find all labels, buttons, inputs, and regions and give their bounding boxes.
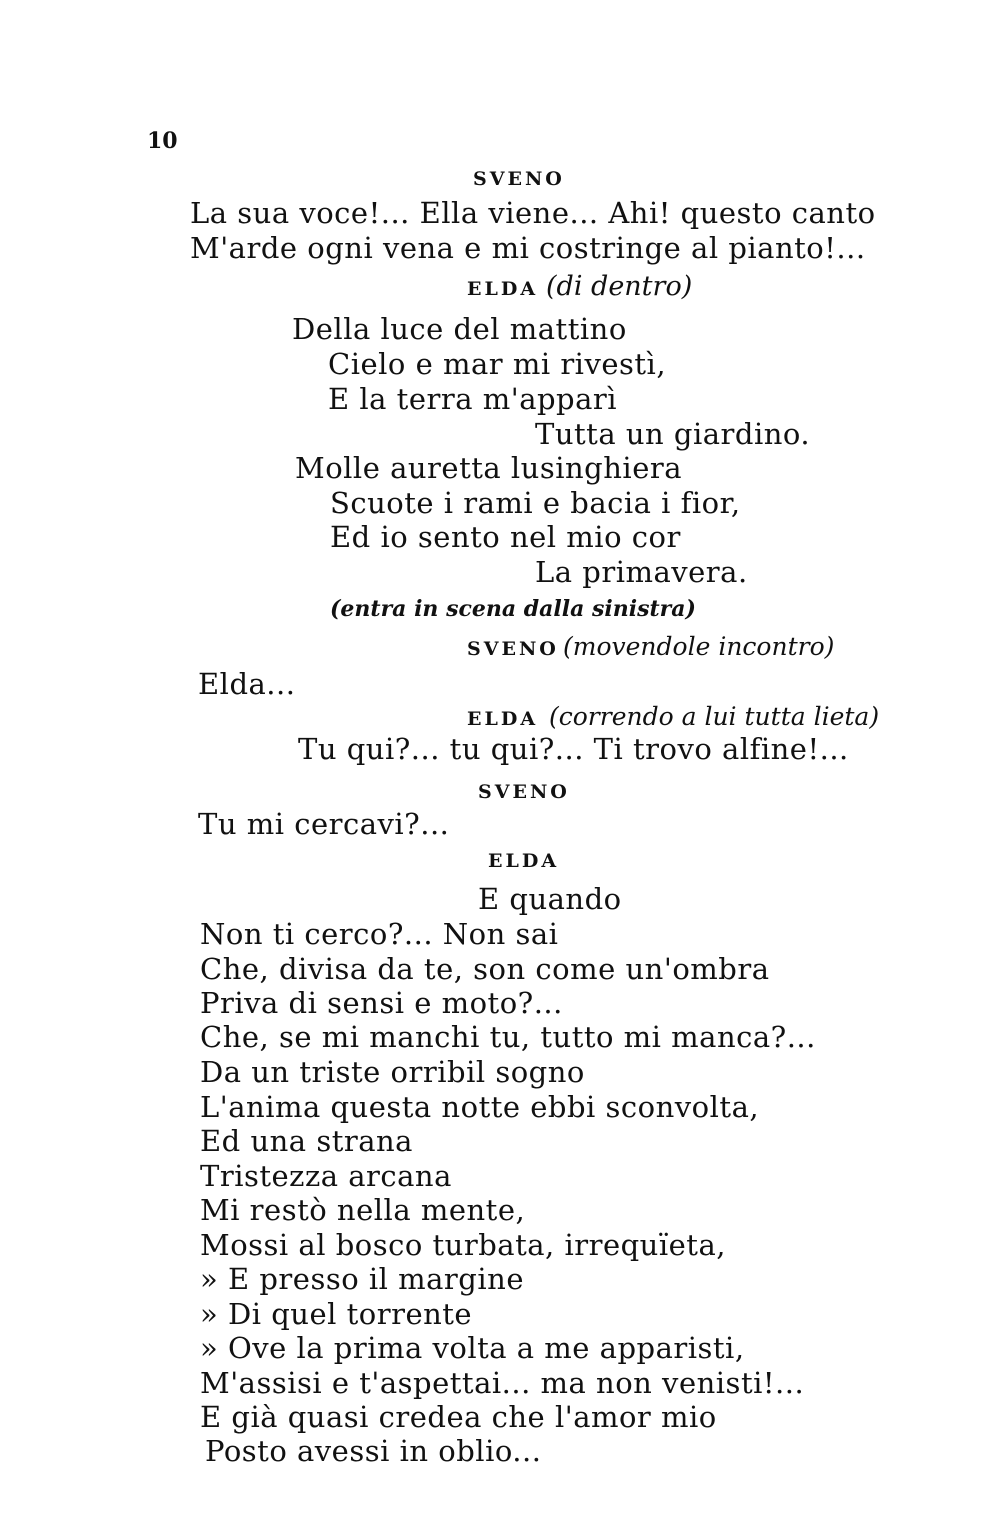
verse-line: Tristezza arcana [200, 1159, 452, 1193]
stage-direction: (di dentro) [546, 271, 693, 302]
verse-line: La primavera. [535, 555, 748, 589]
verse-line: Ed una strana [200, 1124, 413, 1158]
stage-direction: (entra in scena dalla sinistra) [330, 596, 696, 622]
verse-line: Molle auretta lusinghiera [295, 451, 683, 485]
page-number: 10 [147, 128, 178, 154]
verse-line: Da un triste orribil sogno [200, 1055, 585, 1089]
verse-line: Non ti cerco?... Non sai [200, 917, 559, 951]
verse-line: » Di quel torrente [200, 1297, 473, 1331]
speaker-label: SVENO [473, 168, 565, 190]
verse-line: Ed io sento nel mio cor [330, 520, 681, 554]
verse-line: Elda... [198, 667, 296, 701]
speaker-label: SVENO [467, 638, 559, 660]
verse-line: » E presso il margine [200, 1262, 524, 1296]
verse-line: Priva di sensi e moto?... [200, 986, 563, 1020]
verse-line: M'assisi e t'aspettai... ma non venisti!... [200, 1366, 805, 1400]
verse-line: Mi restò nella mente, [200, 1193, 526, 1227]
verse-line: M'arde ogni vena e mi costringe al pianto!... [190, 231, 866, 265]
verse-line: Che, se mi manchi tu, tutto mi manca?... [200, 1020, 816, 1054]
verse-line: L'anima questa notte ebbi sconvolta, [200, 1090, 760, 1124]
stage-direction: (correndo a lui tutta lieta) [549, 702, 880, 731]
verse-line: Posto avessi in oblio... [205, 1434, 542, 1468]
verse-line: La sua voce!... Ella viene... Ahi! questo canto [190, 196, 876, 230]
verse-line: Tutta un giardino. [535, 417, 811, 451]
verse-line: Cielo e mar mi rivestì, [328, 347, 667, 381]
speaker-label: SVENO [478, 781, 570, 803]
speaker-label: ELDA [488, 850, 560, 872]
verse-line: E la terra m'apparì [328, 382, 618, 416]
speaker-label: ELDA [467, 278, 539, 300]
verse-line: E già quasi credea che l'amor mio [200, 1400, 717, 1434]
stage-direction: (movendole incontro) [563, 632, 835, 661]
verse-line: E quando [478, 882, 622, 916]
verse-line: Che, divisa da te, son come un'ombra [200, 952, 770, 986]
verse-line: » Ove la prima volta a me apparisti, [200, 1331, 745, 1365]
verse-line: Della luce del mattino [292, 312, 627, 346]
verse-line: Tu mi cercavi?... [198, 807, 450, 841]
verse-line: Scuote i rami e bacia i fior, [330, 486, 741, 520]
verse-line: Mossi al bosco turbata, irrequïeta, [200, 1228, 726, 1262]
speaker-label: ELDA [467, 708, 539, 730]
verse-line: Tu qui?... tu qui?... Ti trovo alfine!... [298, 732, 849, 766]
